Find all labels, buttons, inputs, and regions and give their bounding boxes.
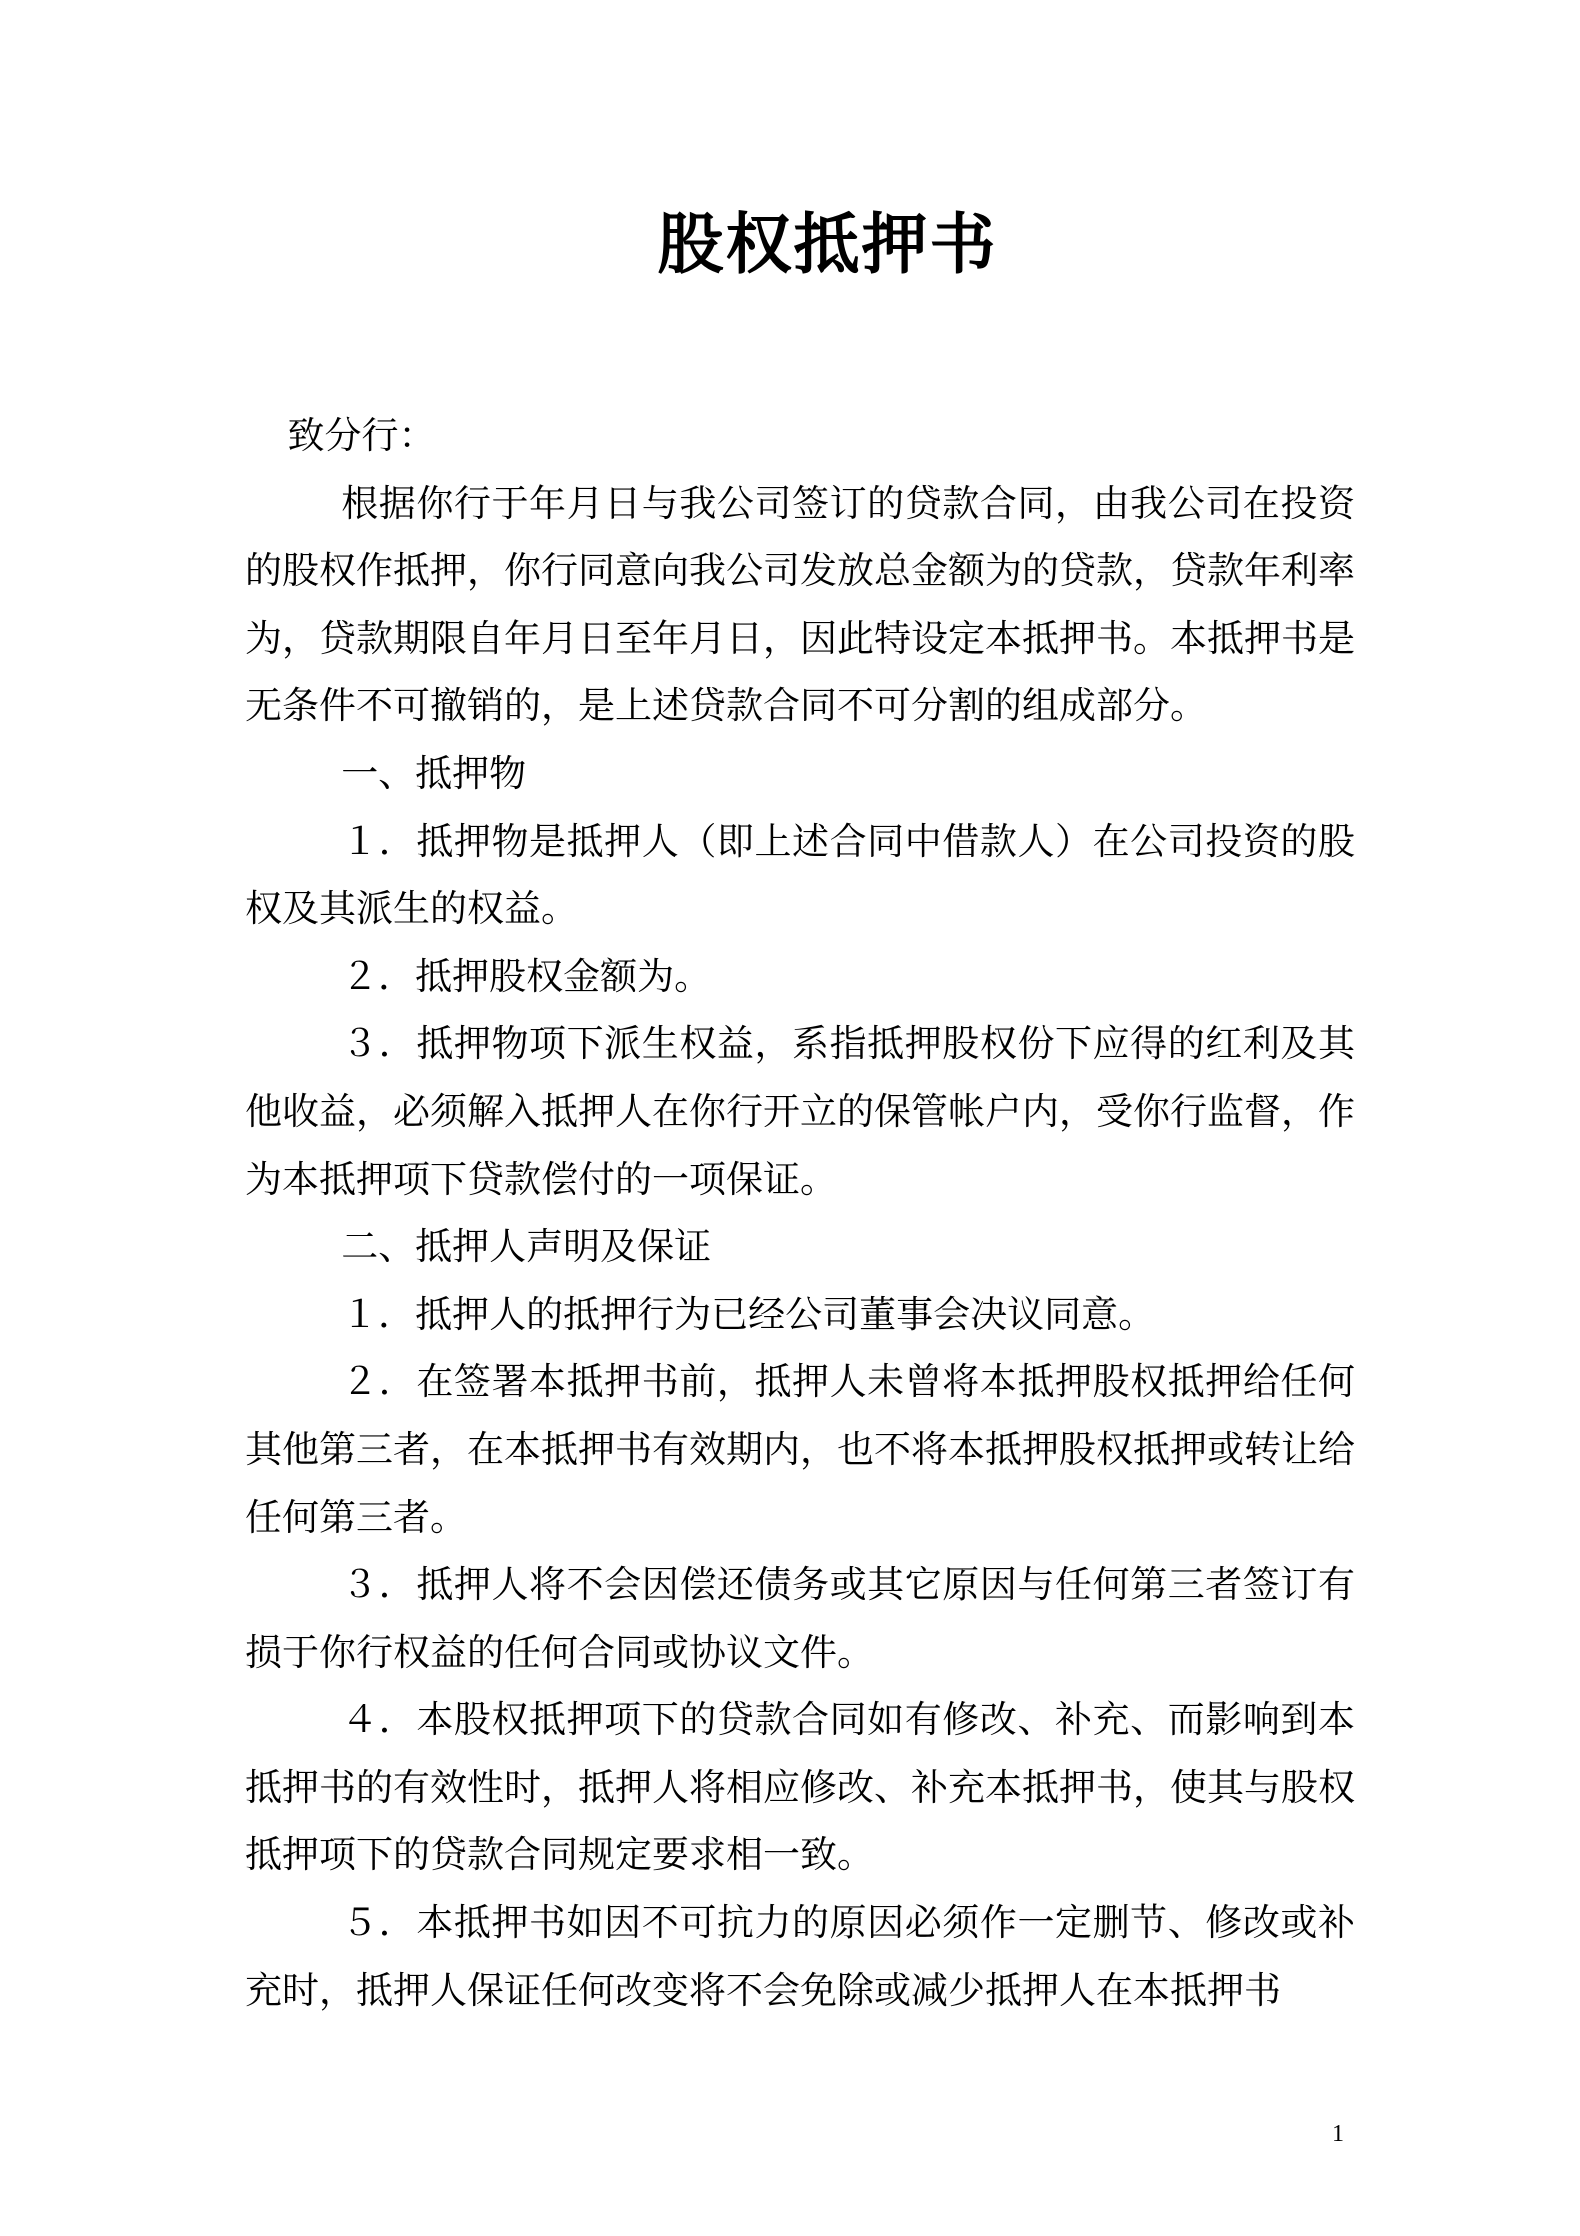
clause-collateral-3: ３．抵押物项下派生权益，系指抵押股权份下应得的红利及其他收益，必须解入抵押人在你行开立的保管帐户内，受你行监督，作为本抵押项下贷款偿付的一项保证。 <box>245 1022 1355 1201</box>
document-title: 股权抵押书 <box>657 206 998 283</box>
clause-collateral-2: ２．抵押股权金额为。 <box>341 954 712 998</box>
salutation: 致分行： <box>287 414 436 457</box>
clause-declaration-4: ４．本股权抵押项下的贷款合同如有修改、补充、而影响到本抵押书的有效性时，抵押人将相应修改、补充本抵押书，使其与股权抵押项下的贷款合同规定要求相一致。 <box>245 1698 1355 1877</box>
clause-declaration-2: ２．在签署本抵押书前，抵押人未曾将本抵押股权抵押给任何其他第三者，在本抵押书有效期内，也不将本抵押股权抵押或转让给任何第三者。 <box>245 1360 1355 1539</box>
page-number: 1 <box>1332 2121 1344 2147</box>
section-heading-declarations: 二、抵押人声明及保证 <box>341 1225 712 1269</box>
section-heading-collateral: 一、抵押物 <box>341 751 527 795</box>
document-body <box>245 402 1355 2024</box>
clause-declaration-1: １．抵押人的抵押行为已经公司董事会决议同意。 <box>341 1292 1156 1336</box>
clause-collateral-1: １．抵押物是抵押人（即上述合同中借款人）在公司投资的股权及其派生的权益。 <box>245 819 1355 931</box>
clause-declaration-5: ５．本抵押书如因不可抗力的原因必须作一定删节、修改或补充时，抵押人保证任何改变将不会免除或减少抵押人在本抵押书 <box>245 1901 1355 2012</box>
clause-declaration-3: ３．抵押人将不会因偿还债务或其它原因与任何第三者签订有损于你行权益的任何合同或协议文件。 <box>245 1563 1355 1674</box>
paragraph-intro: 根据你行于年月日与我公司签订的贷款合同，由我公司在投资的股权作抵押，你行同意向我公司发放总金额为的贷款，贷款年利率为，贷款期限自年月日至年月日，因此特设定本抵押书。本抵押书是无条件不可撤销的，是上述贷款合同不可分割的组成部分。 <box>245 481 1355 728</box>
